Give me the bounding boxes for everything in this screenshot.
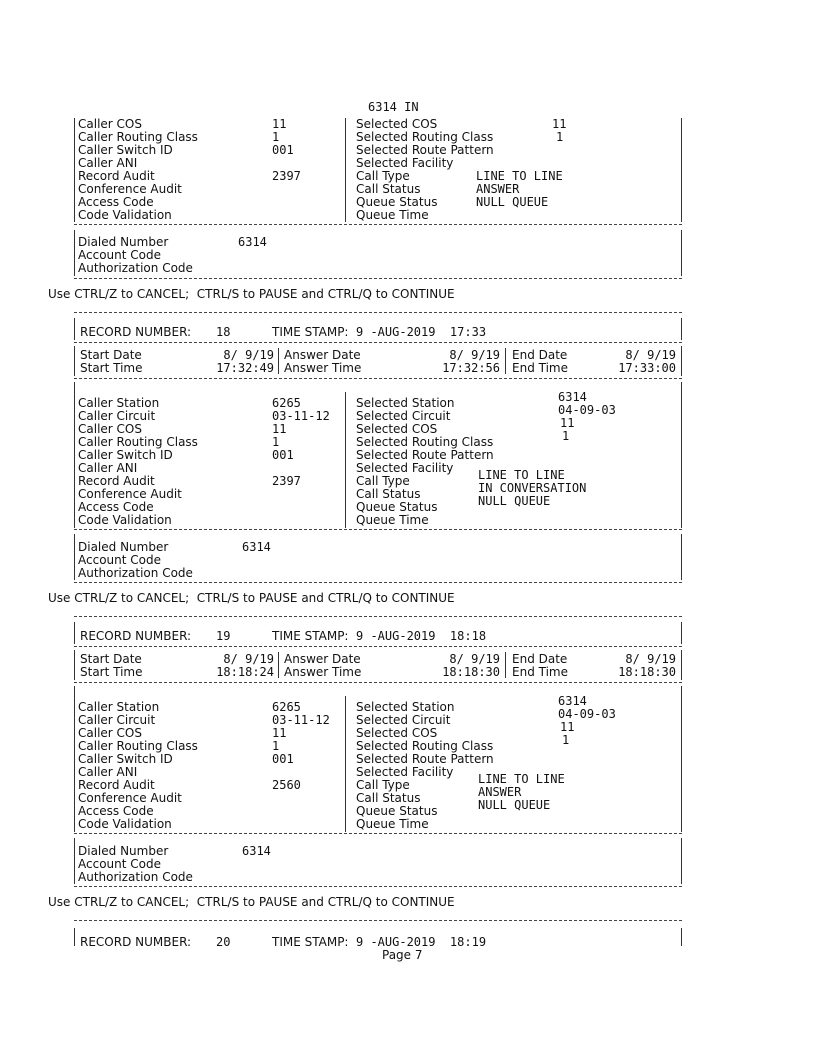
label-caller-switch-id: Caller Switch ID — [78, 752, 173, 766]
label-authorization-code: Authorization Code — [78, 870, 193, 884]
label-record-audit: Record Audit — [78, 474, 155, 488]
value-call-status: ANSWER — [476, 182, 520, 196]
label-caller-routing-class: Caller Routing Class — [78, 739, 198, 753]
label-selected-route-pattern: Selected Route Pattern — [356, 143, 494, 157]
value-dialed-number: 6314 — [242, 844, 271, 858]
ctrl-message: Use CTRL/Z to CANCEL; CTRL/S to PAUSE and CTRL/Q to CONTINUE — [48, 895, 455, 909]
divider — [74, 342, 682, 343]
label-selected-circuit: Selected Circuit — [356, 713, 451, 727]
box-right-border — [681, 318, 682, 340]
value-selected-routing-class: 1 — [562, 733, 570, 747]
value-caller-station: 6265 — [272, 700, 301, 714]
column-divider — [505, 652, 506, 678]
value-start-date: 8/ 9/19 — [223, 652, 274, 666]
value-time-stamp: 9 -AUG-2019 17:33 — [356, 325, 487, 339]
label-access-code: Access Code — [78, 500, 154, 514]
value-time-stamp: 9 -AUG-2019 18:18 — [356, 629, 487, 643]
divider — [74, 646, 682, 647]
label-end-time: End Time — [512, 361, 568, 375]
ctrl-message: Use CTRL/Z to CANCEL; CTRL/S to PAUSE and CTRL/Q to CONTINUE — [48, 591, 455, 605]
value-record-audit: 2560 — [272, 778, 301, 792]
divider — [74, 378, 682, 379]
box-left-border — [74, 318, 75, 340]
value-queue-status: NULL QUEUE — [478, 494, 551, 508]
label-start-time: Start Time — [80, 665, 143, 679]
box-right-border — [681, 838, 682, 884]
value-selected-station: 6314 — [558, 390, 587, 404]
label-start-date: Start Date — [80, 348, 142, 362]
value-end-date: 8/ 9/19 — [625, 652, 676, 666]
box-left-border — [74, 534, 75, 580]
label-end-date: End Date — [512, 348, 568, 362]
value-time-stamp: 9 -AUG-2019 18:19 — [356, 935, 487, 949]
label-start-date: Start Date — [80, 652, 142, 666]
column-divider — [505, 348, 506, 374]
box-right-border — [681, 928, 682, 946]
divider — [74, 529, 682, 530]
label-caller-routing-class: Caller Routing Class — [78, 435, 198, 449]
label-start-time: Start Time — [80, 361, 143, 375]
value-end-time: 17:33:00 — [618, 361, 676, 375]
value-caller-switch-id: 001 — [272, 448, 294, 462]
label-code-validation: Code Validation — [78, 817, 172, 831]
value-selected-cos: 11 — [552, 117, 567, 131]
value-dialed-number: 6314 — [242, 540, 271, 554]
box-right-border — [681, 118, 682, 222]
label-time-stamp: TIME STAMP: — [272, 629, 349, 643]
label-account-code: Account Code — [78, 857, 161, 871]
value-caller-circuit: 03-11-12 — [272, 713, 330, 727]
box-left-border — [74, 928, 75, 946]
label-queue-time: Queue Time — [356, 513, 429, 527]
label-caller-cos: Caller COS — [78, 726, 142, 740]
label-code-validation: Code Validation — [78, 208, 172, 222]
box-right-border — [681, 622, 682, 644]
box-right-border — [681, 346, 682, 376]
label-queue-time: Queue Time — [356, 817, 429, 831]
label-selected-station: Selected Station — [356, 396, 455, 410]
label-selected-routing-class: Selected Routing Class — [356, 435, 494, 449]
divider — [74, 312, 682, 313]
label-end-date: End Date — [512, 652, 568, 666]
label-conference-audit: Conference Audit — [78, 791, 182, 805]
label-record-audit: Record Audit — [78, 778, 155, 792]
label-end-time: End Time — [512, 665, 568, 679]
value-caller-routing-class: 1 — [272, 435, 280, 449]
label-queue-time: Queue Time — [356, 208, 429, 222]
label-call-status: Call Status — [356, 487, 421, 501]
box-right-border — [681, 382, 682, 528]
value-selected-station: 6314 — [558, 694, 587, 708]
label-caller-cos: Caller COS — [78, 422, 142, 436]
label-caller-station: Caller Station — [78, 700, 160, 714]
label-code-validation: Code Validation — [78, 513, 172, 527]
label-answer-time: Answer Time — [284, 361, 362, 375]
label-time-stamp: TIME STAMP: — [272, 325, 349, 339]
label-selected-route-pattern: Selected Route Pattern — [356, 752, 494, 766]
value-record-audit: 2397 — [272, 169, 301, 183]
label-dialed-number: Dialed Number — [78, 235, 169, 249]
divider — [74, 224, 682, 225]
label-call-type: Call Type — [356, 169, 410, 183]
label-queue-status: Queue Status — [356, 195, 438, 209]
box-left-border — [74, 382, 75, 528]
value-record-audit: 2397 — [272, 474, 301, 488]
value-caller-cos: 11 — [272, 726, 287, 740]
box-left-border — [74, 346, 75, 376]
label-selected-cos: Selected COS — [356, 726, 438, 740]
box-left-border — [74, 650, 75, 680]
box-right-border — [681, 534, 682, 580]
label-record-number: RECORD NUMBER: — [80, 325, 192, 339]
divider — [74, 833, 682, 834]
label-account-code: Account Code — [78, 553, 161, 567]
value-record-number: 19 — [216, 629, 231, 643]
value-end-date: 8/ 9/19 — [625, 348, 676, 362]
value-caller-routing-class: 1 — [272, 130, 280, 144]
value-caller-routing-class: 1 — [272, 739, 280, 753]
label-selected-facility: Selected Facility — [356, 461, 454, 475]
value-selected-routing-class: 1 — [562, 429, 570, 443]
value-caller-switch-id: 001 — [272, 143, 294, 157]
column-divider — [278, 348, 279, 374]
column-divider — [345, 696, 346, 832]
label-caller-cos: Caller COS — [78, 117, 142, 131]
label-call-type: Call Type — [356, 474, 410, 488]
label-queue-status: Queue Status — [356, 500, 438, 514]
value-caller-cos: 11 — [272, 422, 287, 436]
label-call-status: Call Status — [356, 182, 421, 196]
value-caller-station: 6265 — [272, 396, 301, 410]
label-queue-status: Queue Status — [356, 804, 438, 818]
page-number: Page 7 — [382, 948, 423, 962]
label-selected-routing-class: Selected Routing Class — [356, 739, 494, 753]
label-record-audit: Record Audit — [78, 169, 155, 183]
value-selected-routing-class: 1 — [556, 130, 564, 144]
label-caller-ani: Caller ANI — [78, 156, 138, 170]
box-left-border — [74, 838, 75, 884]
value-start-time: 17:32:49 — [216, 361, 274, 375]
label-selected-facility: Selected Facility — [356, 765, 454, 779]
label-selected-route-pattern: Selected Route Pattern — [356, 448, 494, 462]
label-caller-switch-id: Caller Switch ID — [78, 448, 173, 462]
label-caller-circuit: Caller Circuit — [78, 713, 156, 727]
label-conference-audit: Conference Audit — [78, 487, 182, 501]
label-answer-date: Answer Date — [284, 652, 361, 666]
label-record-number: RECORD NUMBER: — [80, 629, 192, 643]
value-call-type: LINE TO LINE — [476, 169, 563, 183]
label-account-code: Account Code — [78, 248, 161, 262]
divider — [74, 616, 682, 617]
label-caller-routing-class: Caller Routing Class — [78, 130, 198, 144]
label-authorization-code: Authorization Code — [78, 261, 193, 275]
value-start-date: 8/ 9/19 — [223, 348, 274, 362]
label-answer-date: Answer Date — [284, 348, 361, 362]
box-left-border — [74, 118, 75, 222]
label-caller-ani: Caller ANI — [78, 765, 138, 779]
value-caller-cos: 11 — [272, 117, 287, 131]
value-record-number: 18 — [216, 325, 231, 339]
value-answer-date: 8/ 9/19 — [449, 348, 500, 362]
divider — [74, 886, 682, 887]
label-time-stamp: TIME STAMP: — [272, 935, 349, 949]
value-answer-date: 8/ 9/19 — [449, 652, 500, 666]
value-call-status: ANSWER — [478, 785, 522, 799]
label-caller-circuit: Caller Circuit — [78, 409, 156, 423]
label-selected-routing-class: Selected Routing Class — [356, 130, 494, 144]
label-record-number: RECORD NUMBER: — [80, 935, 192, 949]
divider — [74, 278, 682, 279]
label-dialed-number: Dialed Number — [78, 844, 169, 858]
label-dialed-number: Dialed Number — [78, 540, 169, 554]
label-call-type: Call Type — [356, 778, 410, 792]
label-caller-station: Caller Station — [78, 396, 160, 410]
label-selected-station: Selected Station — [356, 700, 455, 714]
divider — [74, 682, 682, 683]
label-access-code: Access Code — [78, 195, 154, 209]
divider — [74, 582, 682, 583]
box-right-border — [681, 686, 682, 832]
label-caller-ani: Caller ANI — [78, 461, 138, 475]
value-caller-switch-id: 001 — [272, 752, 294, 766]
box-right-border — [681, 650, 682, 680]
label-conference-audit: Conference Audit — [78, 182, 182, 196]
label-selected-circuit: Selected Circuit — [356, 409, 451, 423]
box-left-border — [74, 686, 75, 832]
value-call-type: LINE TO LINE — [478, 772, 565, 786]
label-call-status: Call Status — [356, 791, 421, 805]
label-selected-cos: Selected COS — [356, 117, 438, 131]
label-selected-cos: Selected COS — [356, 422, 438, 436]
label-authorization-code: Authorization Code — [78, 566, 193, 580]
value-record-number: 20 — [216, 935, 231, 949]
box-left-border — [74, 622, 75, 644]
value-call-type: LINE TO LINE — [478, 468, 565, 482]
selected-station-value: 6314 IN — [368, 100, 419, 114]
column-divider — [345, 392, 346, 528]
label-answer-time: Answer Time — [284, 665, 362, 679]
value-call-status: IN CONVERSATION — [478, 481, 587, 495]
value-queue-status: NULL QUEUE — [476, 195, 549, 209]
column-divider — [345, 118, 346, 222]
label-access-code: Access Code — [78, 804, 154, 818]
box-right-border — [681, 230, 682, 276]
value-dialed-number: 6314 — [238, 235, 267, 249]
label-selected-facility: Selected Facility — [356, 156, 454, 170]
value-answer-time: 18:18:30 — [442, 665, 500, 679]
value-selected-cos: 11 — [560, 720, 575, 734]
divider — [74, 920, 682, 921]
box-left-border — [74, 230, 75, 276]
value-selected-circuit: 04-09-03 — [558, 403, 616, 417]
value-selected-cos: 11 — [560, 416, 575, 430]
value-start-time: 18:18:24 — [216, 665, 274, 679]
ctrl-message: Use CTRL/Z to CANCEL; CTRL/S to PAUSE and CTRL/Q to CONTINUE — [48, 287, 455, 301]
value-end-time: 18:18:30 — [618, 665, 676, 679]
value-selected-circuit: 04-09-03 — [558, 707, 616, 721]
value-queue-status: NULL QUEUE — [478, 798, 551, 812]
label-caller-switch-id: Caller Switch ID — [78, 143, 173, 157]
value-answer-time: 17:32:56 — [442, 361, 500, 375]
value-caller-circuit: 03-11-12 — [272, 409, 330, 423]
column-divider — [278, 652, 279, 678]
